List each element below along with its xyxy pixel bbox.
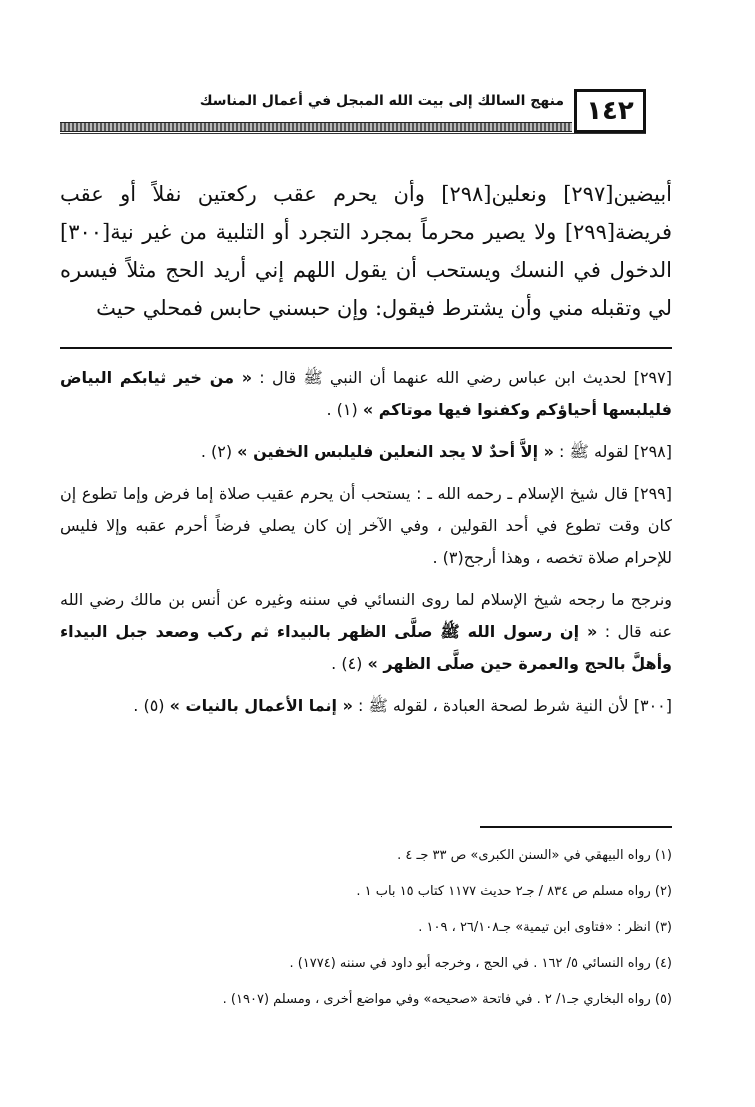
footnotes [60,838,672,1018]
hadith-quote: « من خير ثيابكم البياض فليلبسها أحياؤكم وكفنوا فيها موتاكم » [60,368,672,419]
note-text: ونرجح ما رجحه شيخ الإسلام لما روى النسائي في سننه وغيره عن أنس بن مالك رضي الله عنه قال : [60,590,672,641]
main-text-block [60,175,672,327]
hadith-quote: « إن رسول الله ﷺ صلَّى الظهر بالبيداء ثم ركب وصعد جبل البيداء وأهلَّ بالحج والعمرة حين صلَّى الظهر » [60,622,672,673]
footnote-ref: (٤) . [331,654,363,673]
footnote-3: (٣) انظر : «فتاوى ابن تيمية» جـ٢٦/١٠٨ ، ١٠٩ . [418,920,672,935]
note-299 [60,478,672,574]
footnote-ref: (٢) . [200,442,233,461]
main-paragraph: أبيضين[٢٩٧] ونعلين[٢٩٨] وأن يحرم عقب ركعتين نفلاً أو عقب فريضة[٢٩٩] ولا يصير محرماً بمجرد التجرد أو التلبية من غير نية[٣٠٠] الدخول في النسك ويستحب أن يقول اللهم إني أريد الحج مثلاً فيسره لي وتقبله مني وأن يشترط فيقول: وإن حبسني حابس فمحلي حيث [60,182,672,320]
commentary-notes [60,362,672,732]
running-header-title: منهج السالك إلى بيت الله المبجل في أعمال المناسك [199,93,564,109]
hadith-quote: « إلاَّ أحدٌ لا يجد النعلين فليلبس الخفين » [237,442,554,461]
main-text-underline [60,347,672,349]
header-decorative-rule [60,122,572,132]
note-text: [٢٩٧] لحديث ابن عباس رضي الله عنهما أن النبي ﷺ قال : [252,368,672,387]
footnote-ref: (٥) . [133,696,165,715]
page-number: ١٤٢ [574,89,646,133]
footnote-4: (٤) رواه النسائي ٥/ ١٦٢ . في الحج ، وخرجه أبو داود في سننه (١٧٧٤) . [289,956,672,971]
footnote-2: (٢) رواه مسلم ص ٨٣٤ / جـ٢ حديث ١١٧٧ كتاب ١٥ باب ١ . [356,884,672,899]
note-298 [60,436,672,468]
footnote-ref: (١) . [326,400,358,419]
footnote-1: (١) رواه البيهقي في «السنن الكبرى» ص ٣٣ جـ ٤ . [397,848,672,863]
header-underline [60,133,646,134]
note-297 [60,362,672,426]
footnote-5: (٥) رواه البخاري جـ١/ ٢ . في فاتحة «صحيحه» وفي مواضع أخرى ، ومسلم (١٩٠٧) . [222,992,672,1007]
hadith-quote: « إنما الأعمال بالنيات » [169,696,353,715]
note-299-continued [60,584,672,680]
note-300 [60,690,672,722]
footnote-separator [480,826,672,828]
note-text: [٢٩٨] لقوله ﷺ : [553,442,672,461]
note-text: [٣٠٠] لأن النية شرط لصحة العبادة ، لقوله ﷺ : [352,696,672,715]
note-text: [٢٩٩] قال شيخ الإسلام ـ رحمه الله ـ : يستحب أن يحرم عقيب صلاة إما فرض وإما تطوع إن كان وقت تطوع في أحد القولين ، وفي الآخر إن كان يصلي فرضاً أحرم عقبه وإلا فليس للإحرام صلاة تخصه ، وهذا أرجح(٣) . [60,484,672,567]
